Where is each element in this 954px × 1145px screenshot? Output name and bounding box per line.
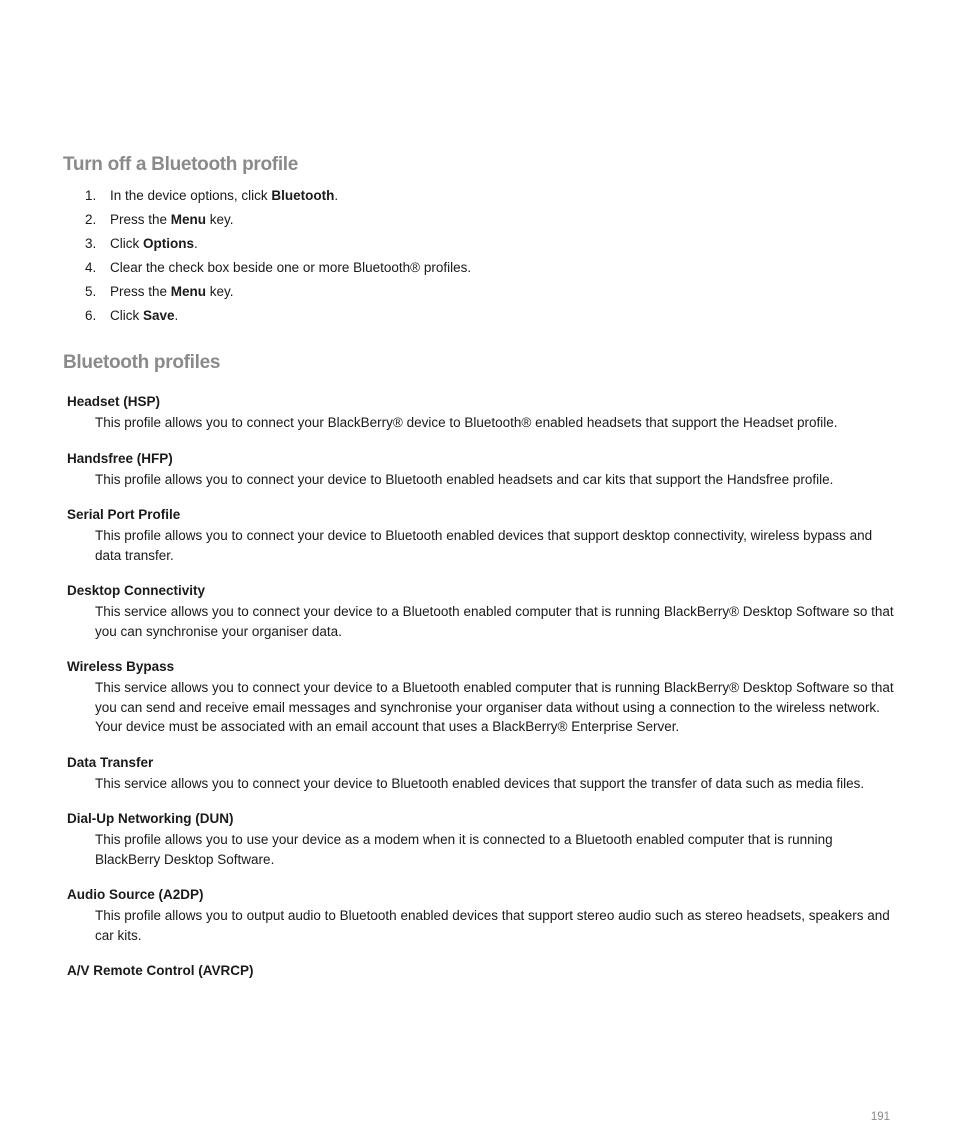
profile-description: This service allows you to connect your device to a Bluetooth enabled computer that is running BlackBerry® Desktop Software so that you can synchronise your organiser data.: [95, 604, 894, 639]
profile-term: A/V Remote Control (AVRCP): [67, 963, 254, 978]
step-text: In the device options, click Bluetooth.: [110, 188, 339, 203]
step-number: 5.: [85, 284, 97, 299]
step-number: 6.: [85, 308, 97, 323]
profiles-list: [67, 392, 897, 980]
step-number: 3.: [85, 236, 97, 251]
profile-description: This profile allows you to connect your BlackBerry® device to Bluetooth® enabled headsets that support the Headset profile.: [95, 415, 838, 430]
step-item: [85, 210, 785, 234]
step-text: Press the Menu key.: [110, 212, 234, 227]
profile-term: Audio Source (A2DP): [67, 887, 204, 902]
step-item: [85, 282, 785, 306]
step-text: Click Options.: [110, 236, 198, 251]
step-text: Press the Menu key.: [110, 284, 234, 299]
step-number: 4.: [85, 260, 97, 275]
profile-description: This service allows you to connect your device to a Bluetooth enabled computer that is running BlackBerry® Desktop Software so that you can send and receive email messages and synchronise your organiser data without using a connection to the wireless network. Your device must be associated with an email account that uses a BlackBerry® Enterprise Server.: [95, 680, 894, 734]
profile-description: This profile allows you to output audio to Bluetooth enabled devices that support stereo audio such as stereo headsets, speakers and car kits.: [95, 908, 890, 943]
profile-term: Desktop Connectivity: [67, 583, 206, 598]
step-item: [85, 234, 785, 258]
step-text: Clear the check box beside one or more Bluetooth® profiles.: [110, 260, 472, 275]
profile-term: Serial Port Profile: [67, 507, 181, 522]
profile-description: This profile allows you to connect your device to Bluetooth enabled devices that support desktop connectivity, wireless bypass and data transfer.: [95, 528, 873, 563]
step-number: 1.: [85, 188, 97, 203]
profile-term: Handsfree (HFP): [67, 450, 173, 466]
step-item: [85, 186, 785, 210]
profile-description: This profile allows you to use your device as a modem when it is connected to a Bluetooth enabled computer that is running BlackBerry Desktop Software.: [95, 832, 833, 867]
profile-term: Wireless Bypass: [67, 659, 175, 674]
step-text: Click Save.: [110, 308, 179, 323]
profile-term: Headset (HSP): [67, 394, 161, 409]
profile-description: This service allows you to connect your device to Bluetooth enabled devices that support the transfer of data such as media files.: [95, 775, 865, 791]
steps-list: [85, 186, 785, 330]
profile-term: Data Transfer: [67, 754, 154, 770]
profile-term: Dial-Up Networking (DUN): [67, 811, 234, 826]
section-title-bluetooth-profiles: Bluetooth profiles: [63, 352, 221, 373]
page-number: 191: [870, 1111, 890, 1123]
step-item: [85, 306, 785, 330]
step-number: 2.: [85, 212, 97, 227]
profile-description: This profile allows you to connect your device to Bluetooth enabled headsets and car kits that support the Handsfree profile.: [95, 471, 834, 487]
step-item: [85, 258, 785, 282]
section-title-turn-off-profile: Turn off a Bluetooth profile: [63, 154, 299, 175]
